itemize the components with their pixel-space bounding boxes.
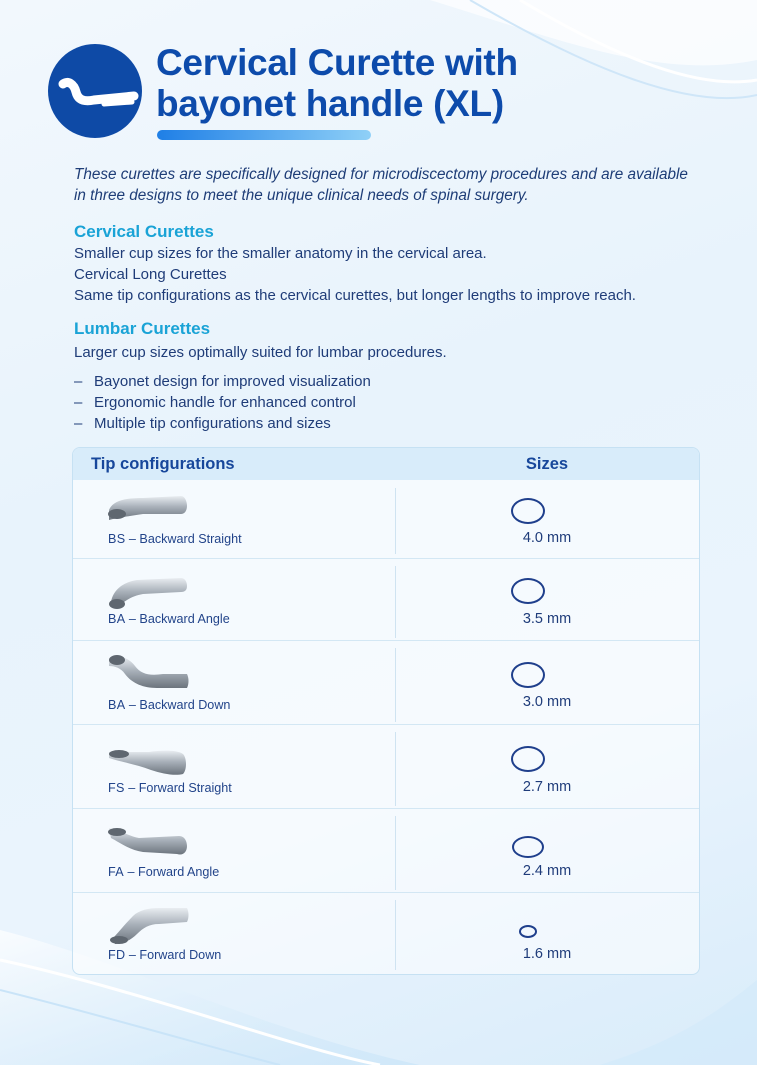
- lumbar-line-1: Larger cup sizes optimally suited for lumbar procedures.: [74, 344, 447, 361]
- size-value: 3.0 mm: [522, 694, 572, 710]
- size-value: 4.0 mm: [522, 530, 572, 546]
- table-header: [73, 448, 699, 480]
- size-value: 2.7 mm: [522, 779, 572, 795]
- tip-label: BA – Backward Down: [108, 698, 231, 712]
- row-divider: [73, 724, 699, 725]
- dash-icon: –: [74, 394, 83, 411]
- size-circle: [519, 925, 537, 938]
- dash-icon: –: [74, 373, 83, 390]
- backward-straight-tip-icon: [103, 488, 193, 532]
- title-underline-bar: [157, 130, 371, 140]
- feature-list: [74, 371, 371, 434]
- size-circle: [511, 662, 545, 688]
- list-item: – Multiple tip configurations and sizes: [74, 415, 331, 432]
- list-item: – Ergonomic handle for enhanced control: [74, 394, 356, 411]
- size-value: 1.6 mm: [522, 946, 572, 962]
- size-circle: [511, 746, 545, 772]
- cervical-heading: Cervical Curettes: [74, 222, 214, 241]
- dash-icon: –: [74, 415, 83, 432]
- tip-label: FD – Forward Down: [108, 948, 222, 962]
- header-tip-configurations: Tip configurations: [91, 455, 235, 473]
- backward-angle-tip-icon: [103, 568, 193, 612]
- tip-label: FA – Forward Angle: [108, 865, 220, 879]
- logo-badge: [48, 44, 142, 138]
- size-circle: [511, 578, 545, 604]
- cervical-line-3: Same tip configurations as the cervical curettes, but longer lengths to improve reach.: [74, 287, 636, 304]
- lumbar-heading: Lumbar Curettes: [74, 319, 211, 338]
- forward-down-tip-icon: [103, 902, 193, 946]
- size-circle: [511, 498, 545, 524]
- column-divider: [395, 648, 396, 722]
- cervical-line-1: Smaller cup sizes for the smaller anatomy in the cervical area.: [74, 245, 487, 262]
- size-value: 2.4 mm: [522, 863, 572, 879]
- curette-handle-icon: [48, 44, 142, 138]
- tip-configurations-table: [72, 447, 700, 975]
- forward-straight-tip-icon: [103, 740, 193, 784]
- tip-label: FS – Forward Straight: [108, 781, 232, 795]
- backward-down-tip-icon: [103, 650, 193, 694]
- cervical-line-2: Cervical Long Curettes: [74, 266, 227, 283]
- row-divider: [73, 892, 699, 893]
- tip-label: BA – Backward Angle: [108, 612, 230, 626]
- size-value: 3.5 mm: [522, 611, 572, 627]
- header-sizes: Sizes: [525, 455, 569, 473]
- row-divider: [73, 808, 699, 809]
- intro-text: These curettes are specifically designed for microdiscectomy procedures and are available in three designs to meet the unique clinical needs of spinal surgery.: [74, 166, 688, 204]
- page-title: Cervical Curette with bayonet handle (XL): [156, 42, 518, 124]
- row-divider: [73, 558, 699, 559]
- column-divider: [395, 566, 396, 638]
- row-divider: [73, 640, 699, 641]
- forward-angle-tip-icon: [103, 822, 193, 866]
- tip-label: BS – Backward Straight: [108, 532, 242, 546]
- size-circle: [512, 836, 544, 858]
- list-item: – Bayonet design for improved visualization: [74, 373, 371, 390]
